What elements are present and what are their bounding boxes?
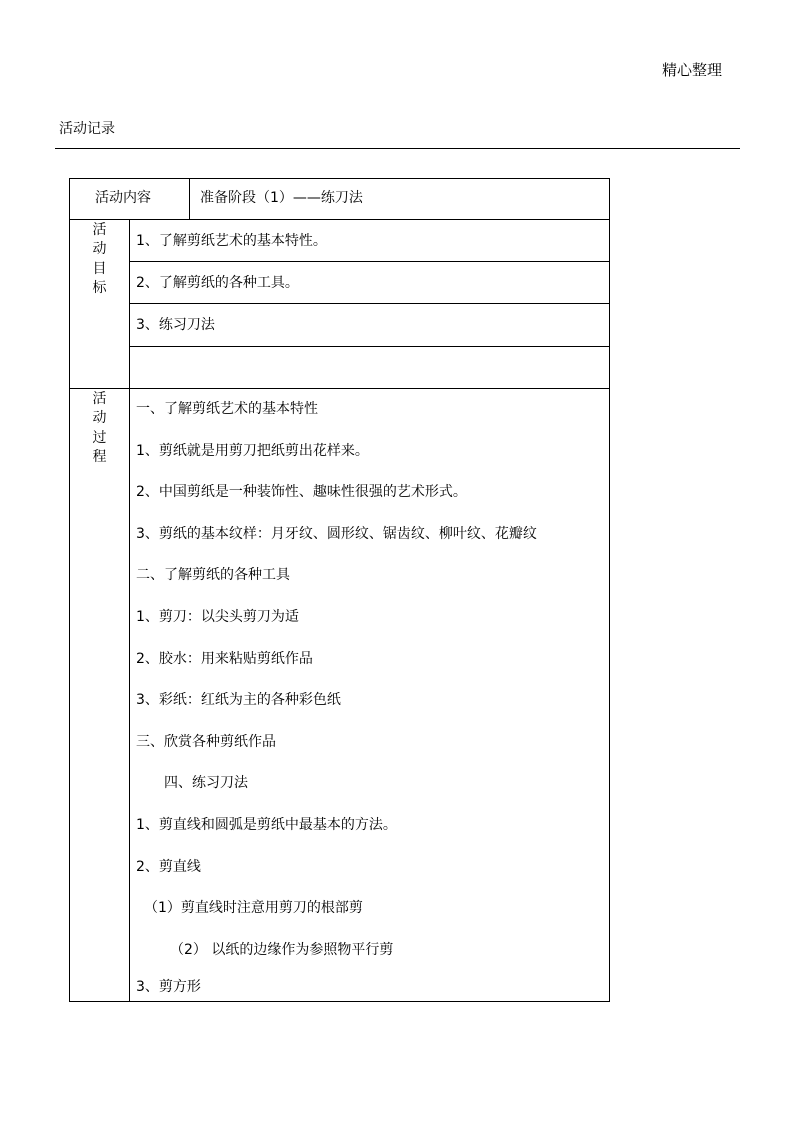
table-row-divider — [130, 261, 609, 262]
process-line: 二、了解剪纸的各种工具 — [136, 567, 290, 583]
goals-label: 活动目标 — [92, 222, 107, 296]
header-value: 准备阶段（1）——练刀法 — [200, 190, 363, 206]
table-row-divider — [130, 346, 609, 347]
process-line: 1、剪刀：以尖头剪刀为适 — [136, 609, 299, 625]
header-right-text: 精心整理 — [662, 61, 723, 79]
title-rule — [55, 148, 740, 149]
process-line: 1、剪直线和圆弧是剪纸中最基本的方法。 — [136, 817, 397, 833]
header-column-divider — [189, 179, 190, 219]
goal-item: 1、了解剪纸艺术的基本特性。 — [136, 233, 327, 249]
document-title: 活动记录 — [59, 121, 115, 137]
header-label: 活动内容 — [95, 190, 151, 206]
table-row-divider — [70, 388, 609, 389]
table-row-divider — [130, 303, 609, 304]
process-line: （2） 以纸的边缘作为参照物平行剪 — [170, 942, 394, 958]
process-label: 活动过程 — [92, 391, 107, 465]
process-line: 3、彩纸：红纸为主的各种彩色纸 — [136, 692, 341, 708]
process-line: 2、剪直线 — [136, 859, 201, 875]
goal-item: 2、了解剪纸的各种工具。 — [136, 275, 299, 291]
process-line: 一、了解剪纸艺术的基本特性 — [136, 401, 318, 417]
process-line: 2、中国剪纸是一种装饰性、趣味性很强的艺术形式。 — [136, 484, 467, 500]
process-line: （1）剪直线时注意用剪刀的根部剪 — [144, 900, 363, 916]
goal-item: 3、练习刀法 — [136, 317, 215, 333]
process-line: 四、练习刀法 — [164, 775, 248, 791]
process-line: 3、剪纸的基本纹样：月牙纹、圆形纹、锯齿纹、柳叶纹、花瓣纹 — [136, 526, 537, 542]
label-column-divider — [129, 219, 130, 1001]
table-row-divider — [70, 219, 609, 220]
process-line: 2、胶水：用来粘贴剪纸作品 — [136, 651, 313, 667]
process-line: 3、剪方形 — [136, 979, 201, 995]
process-line: 1、剪纸就是用剪刀把纸剪出花样来。 — [136, 443, 369, 459]
activity-table — [69, 178, 610, 1002]
process-line: 三、欣赏各种剪纸作品 — [136, 734, 276, 750]
